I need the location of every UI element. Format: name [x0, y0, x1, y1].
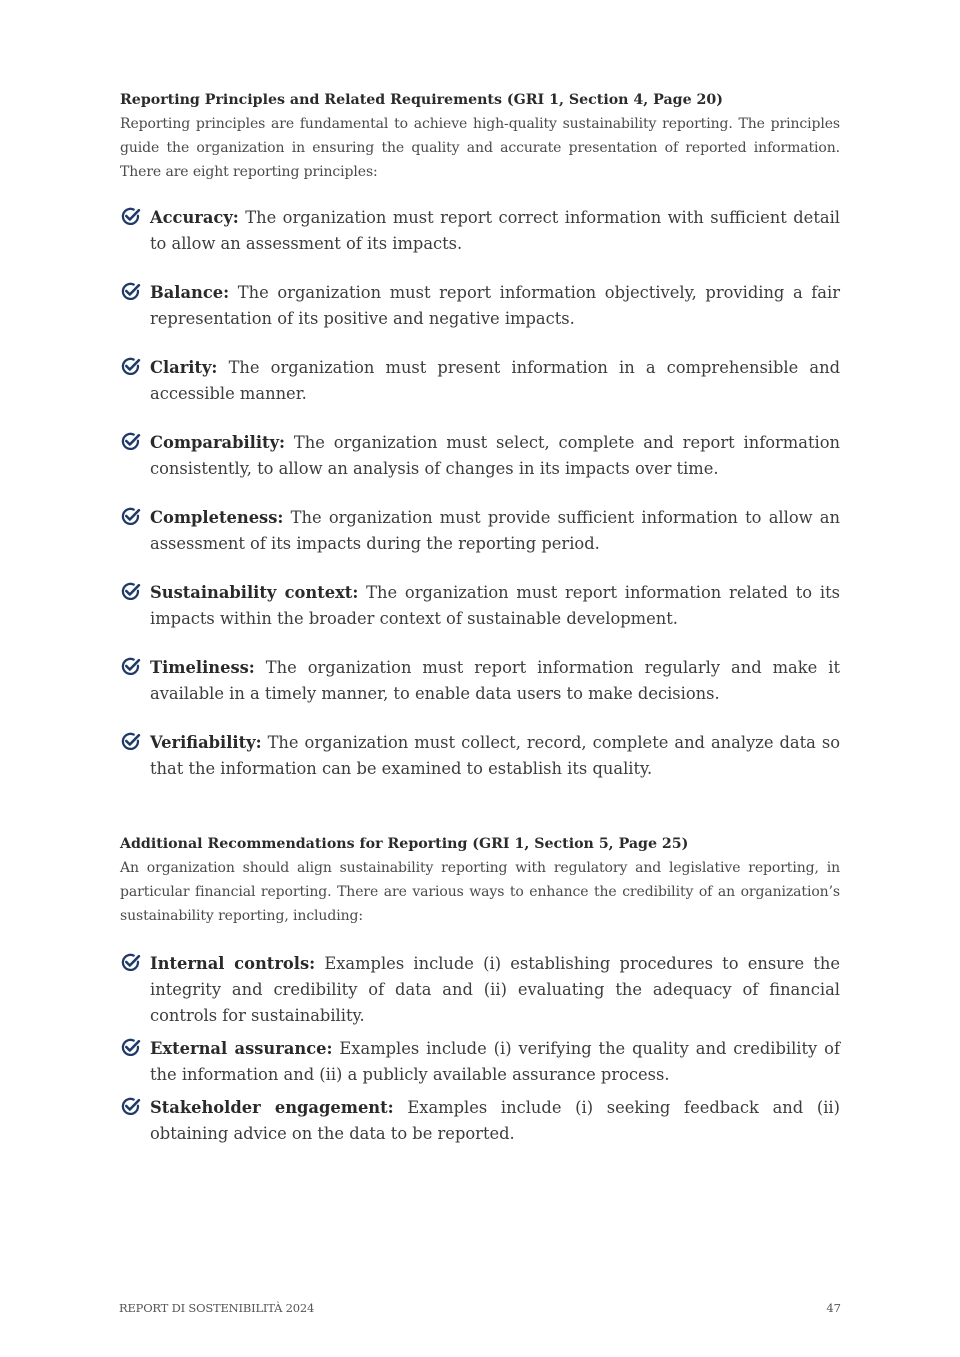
- footer-report-label: REPORT DI SOSTENIBILITÀ 2024: [119, 1301, 315, 1315]
- check-circle-icon: [120, 656, 141, 677]
- list-item-stakeholder-engagement: [120, 1095, 840, 1147]
- term-internal-controls: Internal controls:: [150, 954, 316, 973]
- list-item-external-assurance: [120, 1036, 840, 1088]
- section-title-additional-recommendations: Additional Recommendations for Reporting (GRI 1, Section 5, Page 25): [120, 836, 689, 852]
- additional-recommendations-section: [120, 832, 840, 1147]
- term-verifiability: Verifiability:: [150, 733, 262, 752]
- principles-list: [120, 205, 840, 782]
- section-intro-additional-recommendations: An organization should align sustainability reporting with regulatory and legislative reporting, in particular financial reporting. There are various ways to enhance the credibility of an organization’s sustainability reporting, including:: [120, 860, 840, 924]
- reporting-principles-section: [120, 88, 840, 782]
- term-comparability: Comparability:: [150, 433, 286, 452]
- description-timeliness: The organization must report information regularly and make it available in a timely manner, to enable data users to make decisions.: [150, 658, 840, 703]
- footer-page-number: 47: [826, 1301, 841, 1315]
- list-item-clarity: [120, 355, 840, 407]
- term-timeliness: Timeliness:: [150, 658, 255, 677]
- check-circle-icon: [120, 281, 141, 302]
- description-stakeholder-engagement: Examples include (i) seeking feedback and (ii) obtaining advice on the data to be reported.: [150, 1098, 840, 1143]
- recommendations-list: [120, 951, 840, 1147]
- check-circle-icon: [120, 506, 141, 527]
- list-item-internal-controls: [120, 951, 840, 1029]
- term-stakeholder-engagement: Stakeholder engagement:: [150, 1098, 394, 1117]
- description-accuracy: The organization must report correct information with sufficient detail to allow an assessment of its impacts.: [150, 208, 840, 253]
- description-balance: The organization must report information objectively, providing a fair representation of its positive and negative impacts.: [150, 283, 840, 328]
- description-sustainability-context: The organization must report information related to its impacts within the broader context of sustainable development.: [150, 583, 841, 628]
- term-accuracy: Accuracy:: [150, 208, 239, 227]
- description-clarity: The organization must present information in a comprehensible and accessible manner.: [150, 358, 840, 403]
- check-circle-icon: [120, 431, 141, 452]
- term-clarity: Clarity:: [150, 358, 218, 377]
- list-item-accuracy: [120, 205, 840, 257]
- section-title-reporting-principles: Reporting Principles and Related Requirements (GRI 1, Section 4, Page 20): [120, 92, 724, 108]
- list-item-sustainability-context: [120, 580, 840, 632]
- description-comparability: The organization must select, complete and report information consistently, to allow an analysis of changes in its impacts over time.: [150, 433, 840, 478]
- list-item-completeness: [120, 505, 840, 557]
- list-item-verifiability: [120, 730, 840, 782]
- term-sustainability-context: Sustainability context:: [150, 583, 359, 602]
- check-circle-icon: [120, 356, 141, 377]
- description-internal-controls: Examples include (i) establishing procedures to ensure the integrity and credibility of data and (ii) evaluating the adequacy of financial controls for sustainability.: [150, 954, 840, 1025]
- check-circle-icon: [120, 1037, 141, 1058]
- check-circle-icon: [120, 731, 141, 752]
- description-completeness: The organization must provide sufficient information to allow an assessment of its impacts during the reporting period.: [150, 508, 840, 553]
- term-balance: Balance:: [150, 283, 230, 302]
- check-circle-icon: [120, 206, 141, 227]
- term-completeness: Completeness:: [150, 508, 284, 527]
- page-content: [120, 88, 840, 1154]
- list-item-comparability: [120, 430, 840, 482]
- list-item-balance: [120, 280, 840, 332]
- check-circle-icon: [120, 1096, 141, 1117]
- check-circle-icon: [120, 952, 141, 973]
- list-item-timeliness: [120, 655, 840, 707]
- description-external-assurance: Examples include (i) verifying the quality and credibility of the information and (ii) a publicly available assurance process.: [150, 1039, 840, 1084]
- term-external-assurance: External assurance:: [150, 1039, 333, 1058]
- section-intro-reporting-principles: Reporting principles are fundamental to achieve high-quality sustainability reporting. The principles guide the organization in ensuring the quality and accurate presentation of reported information. There are eight reporting principles:: [120, 116, 840, 180]
- check-circle-icon: [120, 581, 141, 602]
- description-verifiability: The organization must collect, record, complete and analyze data so that the information can be examined to establish its quality.: [150, 733, 840, 778]
